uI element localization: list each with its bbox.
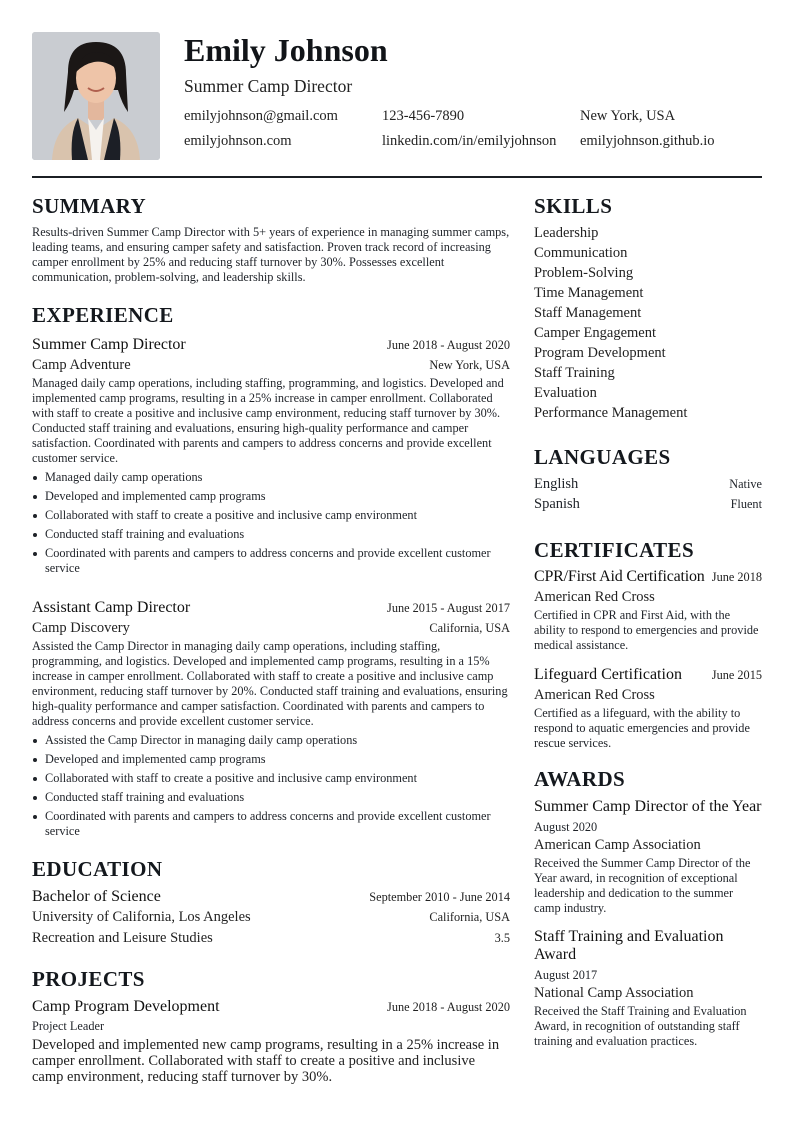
section-heading: EXPERIENCE [32,303,174,327]
list-item: Conducted staff training and evaluations [32,790,510,805]
project-name: Camp Program Development [32,998,220,1015]
education-section [32,855,510,949]
job-bullets [32,733,510,839]
education-school: University of California, Los Angeles [32,909,251,925]
contact-location: New York, USA [580,108,676,124]
education-location: California, USA [429,910,510,924]
section-heading: SUMMARY [32,194,147,218]
list-item: Assisted the Camp Director in managing daily camp operations [32,733,510,748]
certificate-title: CPR/First Aid Certification [534,568,705,585]
list-item: Coordinated with parents and campers to address concerns and provide excellent customer service [32,809,510,839]
award-item [534,798,762,916]
project-dates: June 2018 - August 2020 [387,1000,510,1014]
list-item: Managed daily camp operations [32,470,510,485]
list-item: Developed and implemented camp programs [32,489,510,504]
job-company: Camp Discovery [32,620,130,636]
award-org: National Camp Association [534,985,694,1001]
profile-photo [32,32,160,160]
skills-list [534,223,762,423]
left-column [32,192,510,1099]
languages-section [534,443,762,514]
list-item: Collaborated with staff to create a positive and inclusive camp environment [32,508,510,523]
award-org: American Camp Association [534,837,701,853]
job-role: Summer Camp Director [32,336,186,353]
skill-item: Leadership [534,225,599,241]
section-heading: CERTIFICATES [534,538,695,562]
list-item: Conducted staff training and evaluations [32,527,510,542]
skill-item: Program Development [534,345,666,361]
list-item: Collaborated with staff to create a positive and inclusive camp environment [32,771,510,786]
contact-website[interactable]: emilyjohnson.com [184,133,292,149]
portrait-icon [32,32,160,160]
skill-item: Camper Engagement [534,325,656,341]
education-field: Recreation and Leisure Studies [32,930,213,946]
award-date: August 2017 [534,968,598,982]
certificate-org: American Red Cross [534,687,655,703]
certificate-description: Certified in CPR and First Aid, with the ability to respond to emergencies and provide medical assistance. [534,608,759,652]
header-info [184,32,762,160]
job-description: Managed daily camp operations, including staffing, programming, and logistics. Developed and implemented camp programs, resulting in a 25% increase in camper enrollment. Collaborated with staff to create a positive and inclusive camp environment, reducing staff turnover by 30%. Conducted staff training and evaluations, ensuring high-quality performance and camper satisfaction. Coordinated with parents and campers to address concerns and provide excellent customer service. [32,376,504,465]
skills-section [534,192,762,423]
job-location: New York, USA [429,358,510,372]
job-bullets [32,470,510,576]
project-description: Developed and implemented new camp programs, resulting in a 25% increase in camper enrollment. Collaborated with staff to create a positive and inclusive camp environment, reducing staff turnover by 30%. [32,1037,500,1085]
list-item: Developed and implemented camp programs [32,752,510,767]
contact-list [184,106,762,152]
certificate-item [534,567,762,653]
experience-item [32,597,510,839]
skill-item: Problem-Solving [534,265,634,281]
award-description: Received the Staff Training and Evaluation Award, in recognition of outstanding staff training and evaluation practices. [534,1004,747,1048]
skill-item: Evaluation [534,385,597,401]
job-role: Assistant Camp Director [32,599,191,616]
skill-item: Communication [534,245,628,261]
contact-linkedin[interactable]: linkedin.com/in/emilyjohnson [382,133,557,149]
skill-item: Staff Training [534,365,615,381]
certificates-section [534,536,762,751]
header-divider [32,176,762,178]
candidate-name: Emily Johnson [184,32,388,68]
awards-section [534,765,762,1049]
summary-text: Results-driven Summer Camp Director with 5+ years of experience in managing summer camps, leading teams, and ensuring camper safety and satisfaction. Proven track record of increasing camper enrollment by 25% and reducing staff turnover by 30%. Possesses excellent communication, problem-solving, and leadership skills. [32,225,510,284]
section-heading: LANGUAGES [534,445,671,469]
candidate-title: Summer Camp Director [184,76,353,96]
award-item [534,928,762,1049]
language-level: Fluent [730,497,762,511]
job-dates: June 2015 - August 2017 [387,601,510,615]
summary-section [32,192,510,285]
right-column [534,192,762,1099]
award-description: Received the Summer Camp Director of the Year award, in recognition of exceptional leadership and dedication to the summer camp industry. [534,856,751,915]
education-degree: Bachelor of Science [32,888,161,905]
experience-section [32,301,510,839]
list-item: Coordinated with parents and campers to address concerns and provide excellent customer service [32,546,510,576]
resume-page [32,32,762,1085]
language-name: Spanish [534,496,580,512]
section-heading: AWARDS [534,767,626,791]
language-item [534,474,762,494]
language-name: English [534,476,579,492]
skill-item: Performance Management [534,405,688,421]
language-item [534,494,762,514]
language-level: Native [729,477,762,491]
award-title: Staff Training and Evaluation Award [534,928,724,963]
certificate-title: Lifeguard Certification [534,666,682,683]
projects-section [32,965,510,1085]
skill-item: Staff Management [534,305,642,321]
project-role: Project Leader [32,1019,105,1033]
certificate-date: June 2015 [711,668,762,682]
award-title: Summer Camp Director of the Year [534,798,762,815]
job-company: Camp Adventure [32,357,131,373]
section-heading: EDUCATION [32,857,163,881]
job-dates: June 2018 - August 2020 [387,338,510,352]
certificate-item [534,665,762,751]
contact-phone: 123-456-7890 [382,108,465,124]
education-dates: September 2010 - June 2014 [369,890,510,904]
experience-item [32,334,510,576]
certificate-org: American Red Cross [534,589,655,605]
job-description: Assisted the Camp Director in managing daily camp operations, including staffing, programming, and logistics. Developed and implemented camp programs, resulting in a 15% increase in camper enrollment. Collaborated with staff to create a positive and inclusive camp environment, reducing staff turnover by 20%. Conducted staff training and evaluations, ensuring high-quality performance and camper satisfaction. Coordinated with parents and campers to address concerns and provide excellent customer service. [32,639,508,728]
section-heading: PROJECTS [32,967,145,991]
certificate-date: June 2018 [711,570,762,584]
resume-header [32,32,762,160]
skill-item: Time Management [534,285,644,301]
certificate-description: Certified as a lifeguard, with the ability to respond to aquatic emergencies and provide rescue services. [534,706,750,750]
award-date: August 2020 [534,820,598,834]
contact-email[interactable]: emilyjohnson@gmail.com [184,108,338,124]
job-location: California, USA [429,621,510,635]
education-gpa: 3.5 [494,931,510,945]
section-heading: SKILLS [534,194,613,218]
resume-body [32,192,762,1099]
contact-github[interactable]: emilyjohnson.github.io [580,133,715,149]
